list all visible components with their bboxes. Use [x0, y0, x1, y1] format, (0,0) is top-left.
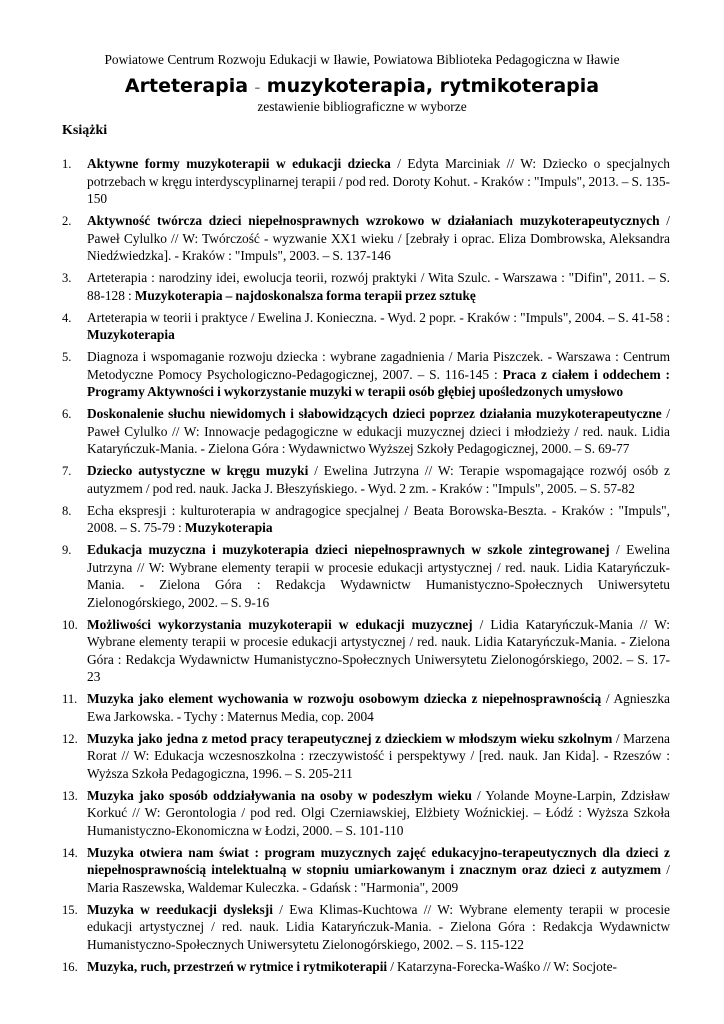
- entry-number: 1.: [62, 157, 72, 171]
- entry-text: [87, 958, 670, 976]
- entry-number: 7.: [62, 464, 72, 478]
- entry-text: [87, 348, 670, 401]
- entry-title-bold: Muzyka w reedukacji dysleksji: [87, 901, 273, 917]
- bibliography-entry: [0, 541, 724, 611]
- entry-description: / Paweł Cylulko // W: Innowacje pedagogiczne w edukacji muzycznej dzieci i młodzieży / red. nauk. Lidia Kataryńczuk-Mania. - Zielona Góra : Wydawnictwo Wyższej Szkoły Pedagogicznej, 2000. – S. 69-77: [87, 406, 670, 456]
- bibliography-entry: [0, 155, 724, 208]
- bibliography-entry: [0, 269, 724, 304]
- section-heading-books: Książki: [62, 123, 108, 138]
- entry-text: [87, 730, 670, 783]
- entry-title-bold: Aktywność twórcza dzieci niepełnosprawnych wzrokowo w działaniach muzykoterapeutycznych: [87, 213, 660, 228]
- entry-text: [87, 212, 670, 265]
- bibliography-entry: [0, 348, 724, 401]
- entry-number: 11.: [62, 692, 78, 706]
- entry-number: 10.: [62, 617, 78, 632]
- entry-title-bold: Edukacja muzyczna i muzykoterapia dzieci niepełnosprawnych w szkole zintegrowanej: [87, 542, 610, 557]
- bibliography-entry: [0, 690, 724, 725]
- bibliography-entry: [0, 901, 724, 954]
- entry-number: 15.: [62, 902, 78, 917]
- entry-description: Arteterapia : narodziny idei, ewolucja teorii, rozwój praktyki / Wita Szulc. - Warszawa : "Difin", 2011. – S. 88-128 :: [87, 270, 670, 303]
- entry-title-bold: Muzyka jako jedna z metod pracy terapeutycznej z dzieckiem w młodszym wieku szkolnym: [87, 730, 613, 746]
- entry-title-bold: Muzykoterapia – najdoskonalsza forma terapii przez sztukę: [134, 287, 476, 303]
- entry-description: / Katarzyna-Forecka-Waśko // W: Socjote-: [387, 958, 617, 974]
- entry-text: [87, 844, 670, 897]
- bibliography-entry: [0, 787, 724, 840]
- entry-text: [87, 405, 670, 458]
- entry-number: 8.: [62, 503, 72, 518]
- entry-title-bold: Praca z ciałem i oddechem : Programy Aktywności i wykorzystanie muzyki w terapii osób głębiej upośledzonych umysłowo: [87, 366, 670, 399]
- title-dash: –: [254, 81, 261, 94]
- bibliography-entry: [0, 212, 724, 265]
- entry-number: 14.: [62, 845, 78, 860]
- entry-number: 3.: [62, 271, 72, 285]
- entry-description: Arteterapia w teorii i praktyce / Ewelina J. Konieczna. - Wyd. 2 popr. - Kraków : "Impuls", 2004. – S. 41-58 :: [87, 309, 670, 325]
- entry-text: [87, 616, 670, 686]
- entry-number: 13.: [62, 788, 78, 803]
- entry-description: / Yolande Moyne-Larpin, Zdzisław Korkuć // W: Gerontologia / pod red. Olgi Czerniawskiej, Elżbiety Woźnickiej. – Łódź : Wyższa Szkoła Humanistyczno-Ekonomiczna w Łodzi, 2000. – S. 101-110: [87, 787, 670, 838]
- entry-number: 2.: [62, 214, 72, 228]
- bibliography-entry: [0, 405, 724, 458]
- bibliography-entry: [0, 616, 724, 686]
- entry-description: Diagnoza i wspomaganie rozwoju dziecka : wybrane zagadnienia / Maria Piszczek. - Warszawa : Centrum Metodyczne Pomocy Psychologiczno-Pedagogicznej, 2007. – S. 116-145 :: [87, 349, 670, 382]
- entry-title-bold: Muzyka jako element wychowania w rozwoju osobowym dziecka z niepełnosprawnością: [87, 691, 602, 706]
- entry-number: 6.: [62, 407, 72, 421]
- entry-description: / Maria Raszewska, Waldemar Kuleczka. - Gdańsk : "Harmonia", 2009: [87, 862, 670, 895]
- entry-description: / Ewelina Jutrzyna // W: Terapie wspomagające rozwój osób z autyzmem / pod red. nauk. Jacka J. Błeszyńskiego. - Wyd. 2 zm. - Kraków : "Impuls", 2005. – S. 57-82: [87, 463, 670, 496]
- document-subtitle: zestawienie bibliograficzne w wyborze: [257, 99, 467, 114]
- entry-text: [87, 901, 670, 954]
- entry-number: 16.: [62, 959, 78, 974]
- bibliography-entry: [0, 844, 724, 897]
- title-part-1: Arteterapia: [124, 75, 249, 97]
- entry-text: [87, 541, 670, 611]
- title-part-2: muzykoterapia, rytmikoterapia: [266, 75, 600, 97]
- entry-number: 12.: [62, 731, 78, 746]
- bibliography-entry: [0, 502, 724, 537]
- entry-description: / Agnieszka Ewa Jarkowska. - Tychy : Maternus Media, cop. 2004: [87, 691, 670, 724]
- entry-text: [87, 269, 670, 304]
- entry-description: Echa ekspresji : kulturoterapia w andragogice specjalnej / Beata Borowska-Beszta. - Kraków : "Impuls", 2008. – S. 75-79 :: [87, 502, 670, 535]
- entry-description: / Ewelina Jutrzyna // W: Wybrane elementy terapii w procesie edukacji artystycznej / red. nauk. Lidia Kataryńczuk-Mania. - Zielona Góra : Redakcja Wydawnictw Humanistyczno-Społecznych Uniwersytetu Zielonogórskiego, 2002. – S. 9-16: [87, 542, 670, 610]
- entry-description: / Edyta Marciniak // W: Dziecko o specjalnych potrzebach w kręgu interdyscyplinarnej terapii / pod red. Doroty Kohut. - Kraków : "Impuls", 2013. – S. 135-150: [87, 156, 671, 206]
- entry-title-bold: Muzykoterapia: [87, 327, 175, 342]
- entry-number: 5.: [62, 350, 72, 364]
- bibliography-entry: [0, 958, 724, 976]
- entry-description: / Paweł Cylulko // W: Twórczość - wyzwanie XX1 wieku / [zebrały i oprac. Eliza Dombrowska, Aleksandra Niedźwiedzka]. - Kraków : "Impuls", 2003. – S. 137-146: [87, 213, 670, 263]
- entry-description: / Ewa Klimas-Kuchtowa // W: Wybrane elementy terapii w procesie edukacji artystycznej / red. nauk. Lidia Kataryńczuk-Mania. - Zielona Góra : Redakcja Wydawnictw Humanistyczno-Społecznych Uniwersytetu Zielonogórskiego, 2002. – S. 115-122: [87, 901, 670, 952]
- document-title: [0, 74, 724, 100]
- entry-number: 4.: [62, 310, 72, 325]
- bibliography-entry: [0, 462, 724, 497]
- entry-text: [87, 787, 670, 840]
- entry-title-bold: Możliwości wykorzystania muzykoterapii w edukacji muzycznej: [87, 616, 473, 632]
- entry-title-bold: Muzyka, ruch, przestrzeń w rytmice i rytmikoterapii: [87, 958, 388, 974]
- entry-title-bold: Doskonalenie słuchu niewidomych i słabowidzących dzieci poprzez działania muzykoterapeutyczne: [87, 406, 662, 421]
- bibliography-entry: [0, 730, 724, 783]
- entry-title-bold: Dziecko autystyczne w kręgu muzyki: [87, 463, 309, 478]
- entry-text: [87, 690, 670, 725]
- entry-number: 9.: [62, 543, 72, 557]
- entry-title-bold: Muzyka otwiera nam świat : program muzycznych zajęć edukacyjno-terapeutycznych dla dzieci z niepełnosprawnością intelektualną w stopniu umiarkowanym i znacznym oraz dzieci z autyzmem: [87, 844, 670, 877]
- bibliography-entry: [0, 309, 724, 344]
- entry-text: [87, 155, 670, 208]
- institution-header: Powiatowe Centrum Rozwoju Edukacji w Iławie, Powiatowa Biblioteka Pedagogiczna w Iławie: [104, 52, 620, 67]
- entry-title-bold: Muzyka jako sposób oddziaływania na osoby w podeszłym wieku: [87, 787, 472, 803]
- entry-text: [87, 462, 670, 497]
- entry-text: [87, 502, 670, 537]
- entry-text: [87, 309, 670, 344]
- bibliography-list: [0, 155, 724, 980]
- entry-description: / Lidia Kataryńczuk-Mania // W: Wybrane elementy terapii w procesie edukacji artystycznej / red. nauk. Lidia Kataryńczuk-Mania. - Zielona Góra : Redakcja Wydawnictw Humanistyczno-Społecznych Uniwersytetu Zielonogórskiego, 2002. – S. 17-23: [87, 616, 670, 684]
- entry-title-bold: Aktywne formy muzykoterapii w edukacji dziecka: [87, 156, 391, 171]
- entry-description: / Marzena Rorat // W: Edukacja wczesnoszkolna : rzeczywistość i perspektywy / [red. nauk. Jan Kida]. - Rzeszów : Wyższa Szkoła Pedagogiczna, 1996. – S. 205-211: [87, 730, 670, 781]
- entry-title-bold: Muzykoterapia: [184, 520, 273, 535]
